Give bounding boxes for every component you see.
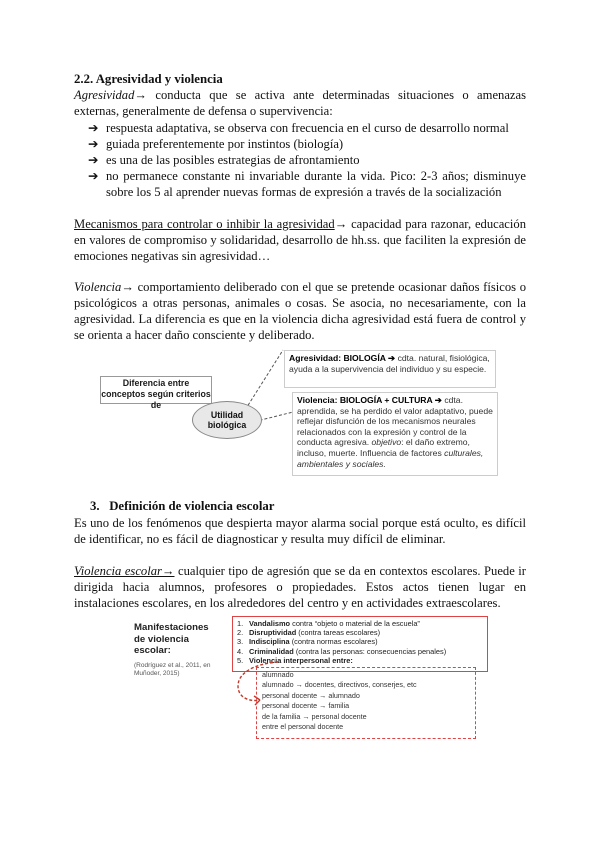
interpersonal-sublist-box	[256, 667, 476, 739]
violencia-box-text: cdta. aprendida, se ha perdido el valor adaptativo, puede reflejar disfunción de los mecanismos neurales relacionados con la expresión y control de la conducta agresiva.	[297, 395, 493, 448]
arrow-icon: ➔	[88, 169, 99, 183]
manifestaciones-title: Manifestaciones de violencia escolar:	[134, 622, 209, 656]
violencia-text: comportamiento deliberado con el que se pretende ocasionar daños físicos o psicológicos a otras personas, animales o cosas. Se asocia, no necesariamente, con la agresividad. La diferencia es que en la violencia dicha agresividad está fuera de control y se orienta a hacer daño consciente y deliberado.	[74, 280, 526, 342]
violencia-escolar-term: Violencia escolar→	[74, 564, 175, 578]
manifestation-item	[237, 647, 483, 656]
manifestation-item	[237, 628, 483, 637]
objetivo-label: objetivo	[371, 437, 402, 448]
sublist-item: alumnado	[262, 670, 294, 679]
agresividad-text: conducta que se activa ante determinadas situaciones o amenazas externas, generalmente de defensa o supervivencia:	[74, 88, 526, 118]
sublist-item: de la familia → personal docente	[262, 711, 367, 721]
bullet-text: no permanece constante ni invariable durante la vida. Pico: 2-3 años; disminuye sobre los 5 al aprender nuevas formas de expresión a través de la socialización	[106, 169, 526, 199]
item-label: Criminalidad	[249, 646, 294, 656]
agresividad-bullet-list	[78, 120, 526, 200]
agresividad-term: Agresividad→	[74, 88, 147, 102]
item-number: 4.	[237, 646, 244, 656]
violencia-escolar-text: cualquier tipo de agresión que se da en contextos escolares. Puede ir dirigida hacia alumnos, profesores o propiedades. Estos actos tienen lugar en instalaciones escolares, en los alrededores del centro y en actividades extraescolares.	[74, 564, 526, 610]
list-item	[78, 136, 526, 152]
arrow-icon: ➔	[88, 121, 99, 135]
list-item	[78, 152, 526, 168]
objetivo-text: : el daño extremo, incluso, muerte. Influencia de factores	[297, 437, 470, 458]
list-item	[78, 168, 526, 200]
arrow-icon: ➔	[88, 153, 99, 167]
section-heading-2-2: 2.2. Agresividad y violencia	[74, 72, 223, 86]
sublist-item: personal docente → alumnado	[262, 690, 360, 700]
agresividad-box	[284, 350, 496, 388]
item-number: 2.	[237, 628, 244, 638]
factors-text: culturales, ambientales y sociales.	[297, 447, 484, 469]
list-item	[78, 120, 526, 136]
violencia-box-heading: Violencia: BIOLOGÍA + CULTURA ➔	[297, 395, 442, 405]
manifestaciones-citation: (Rodríguez et al., 2011, en Muñoder, 2015)	[134, 661, 211, 677]
manifestation-item	[237, 619, 483, 628]
concepts-diagram	[100, 346, 495, 474]
item-label: Indisciplina	[249, 637, 290, 647]
item-detail: (contra tareas escolares)	[296, 628, 381, 638]
item-label: Vandalismo	[249, 619, 291, 628]
item-label: Violencia interpersonal entre:	[249, 655, 353, 665]
item-detail: (contra normas escolares)	[289, 637, 378, 647]
sublist-item: entre el personal docente	[262, 722, 344, 732]
item-detail: contra “objeto o material de la escuela”	[290, 619, 420, 628]
oval-label: Utilidad biológica	[207, 410, 247, 430]
agresividad-box-heading: Agresividad: BIOLOGÍA ➔	[289, 353, 396, 363]
utilidad-biologica-oval	[192, 401, 262, 439]
mecanismos-term: Mecanismos para controlar o inhibir la agresividad	[74, 217, 335, 231]
section-heading-3: 3. Definición de violencia escolar	[90, 499, 275, 513]
sublist-item: alumnado → docentes, directivos, conserjes, etc	[262, 680, 417, 690]
violencia-box	[292, 392, 498, 476]
bullet-text: respuesta adaptativa, se observa con frecuencia en el curso de desarrollo normal	[106, 121, 509, 135]
arrow-icon: ➔	[88, 137, 99, 151]
mecanismos-paragraph	[74, 216, 526, 264]
mecanismos-text: → capacidad para razonar, educación en valores de compromiso y solidaridad, desarrollo de hh.ss. que faciliten la expresión de emociones negativas sin agresividad…	[74, 217, 526, 263]
section-3-intro: Es uno de los fenómenos que despierta mayor alarma social porque está oculto, es difícil de identificar, no es fácil de diagnosticar y resulta muy difícil de eliminar.	[74, 516, 526, 546]
violencia-paragraph	[74, 279, 526, 343]
item-number: 1.	[237, 619, 244, 628]
bullet-text: es una de las posibles estrategias de afrontamiento	[106, 153, 360, 167]
item-label: Disruptividad	[249, 628, 297, 638]
violencia-escolar-paragraph	[74, 563, 526, 611]
agresividad-definition	[74, 87, 526, 119]
violencia-term: Violencia→	[74, 280, 134, 294]
manifestation-item	[237, 637, 483, 646]
item-number: 5.	[237, 655, 244, 665]
manifestaciones-title-block	[134, 622, 214, 678]
diagram-title-box: Diferencia entre conceptos según criterios de	[101, 378, 211, 410]
item-detail: (contra las personas: consecuencias penales)	[293, 646, 447, 656]
item-number: 3.	[237, 637, 244, 647]
agresividad-box-text: cdta. natural, fisiológica, ayuda a la supervivencia del individuo y su especie.	[289, 353, 490, 374]
bullet-text: guiada preferentemente por instintos (biología)	[106, 137, 344, 151]
sublist-item: personal docente → familia	[262, 701, 350, 711]
